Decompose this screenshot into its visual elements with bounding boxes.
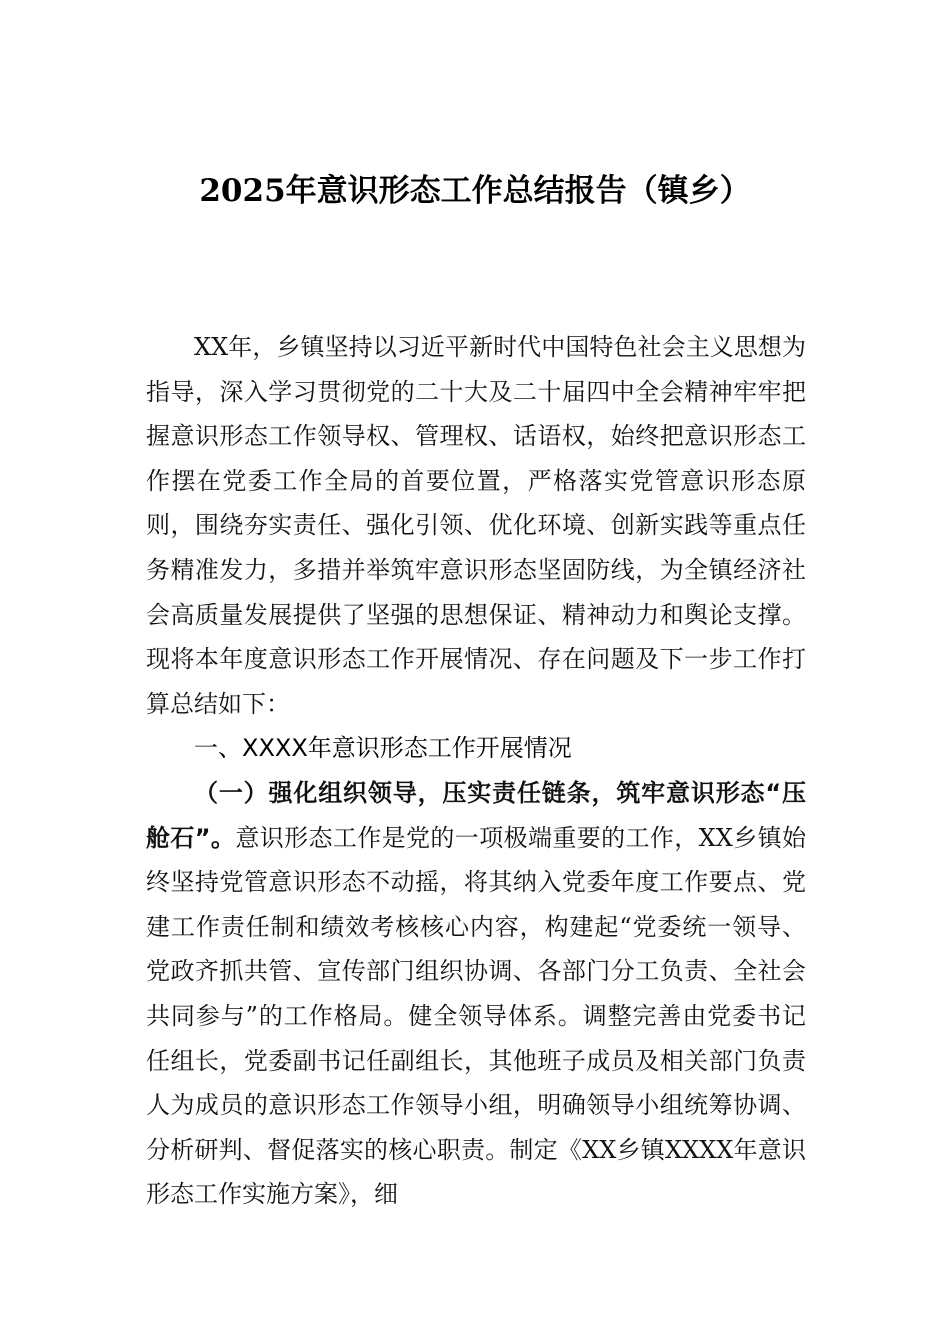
subsection-heading-1: （一）强化组织领导，压实责任链条，筑牢意识形态“压舱石”。 [146,778,806,852]
subsection-paragraph-1 [146,771,806,1217]
document-title: 2025年意识形态工作总结报告（镇乡） [199,173,751,209]
document-body [146,325,806,1217]
section-heading-1: 一、XXXX年意识形态工作开展情况 [194,734,572,763]
subsection-text-1: 意识形态工作是党的一项极端重要的工作，XX乡镇始终坚持党管意识形态不动摇，将其纳入党委年度工作要点、党建工作责任制和绩效考核核心内容，构建起“党委统一领导、党政齐抓共管、宣传部门组织协调、各部门分工负责、全社会共同参与”的工作格局。健全领导体系。调整完善由党委书记任组长，党委副书记任副组长，其他班子成员及相关部门负责人为成员的意识形态工作领导小组，明确领导小组统筹协调、分析研判、督促落实的核心职责。制定《XX乡镇XXXX年意识形态工作实施方案》，细 [146,823,806,1209]
intro-paragraph: XX年，乡镇坚持以习近平新时代中国特色社会主义思想为指导，深入学习贯彻党的二十大及二十届四中全会精神牢牢把握意识形态工作领导权、管理权、话语权，始终把意识形态工作摆在党委工作全局的首要位置，严格落实党管意识形态原则，围绕夯实责任、强化引领、优化环境、创新实践等重点任务精准发力，多措并举筑牢意识形态坚固防线，为全镇经济社会高质量发展提供了坚强的思想保证、精神动力和舆论支撑。现将本年度意识形态工作开展情况、存在问题及下一步工作打算总结如下： [146,333,806,718]
